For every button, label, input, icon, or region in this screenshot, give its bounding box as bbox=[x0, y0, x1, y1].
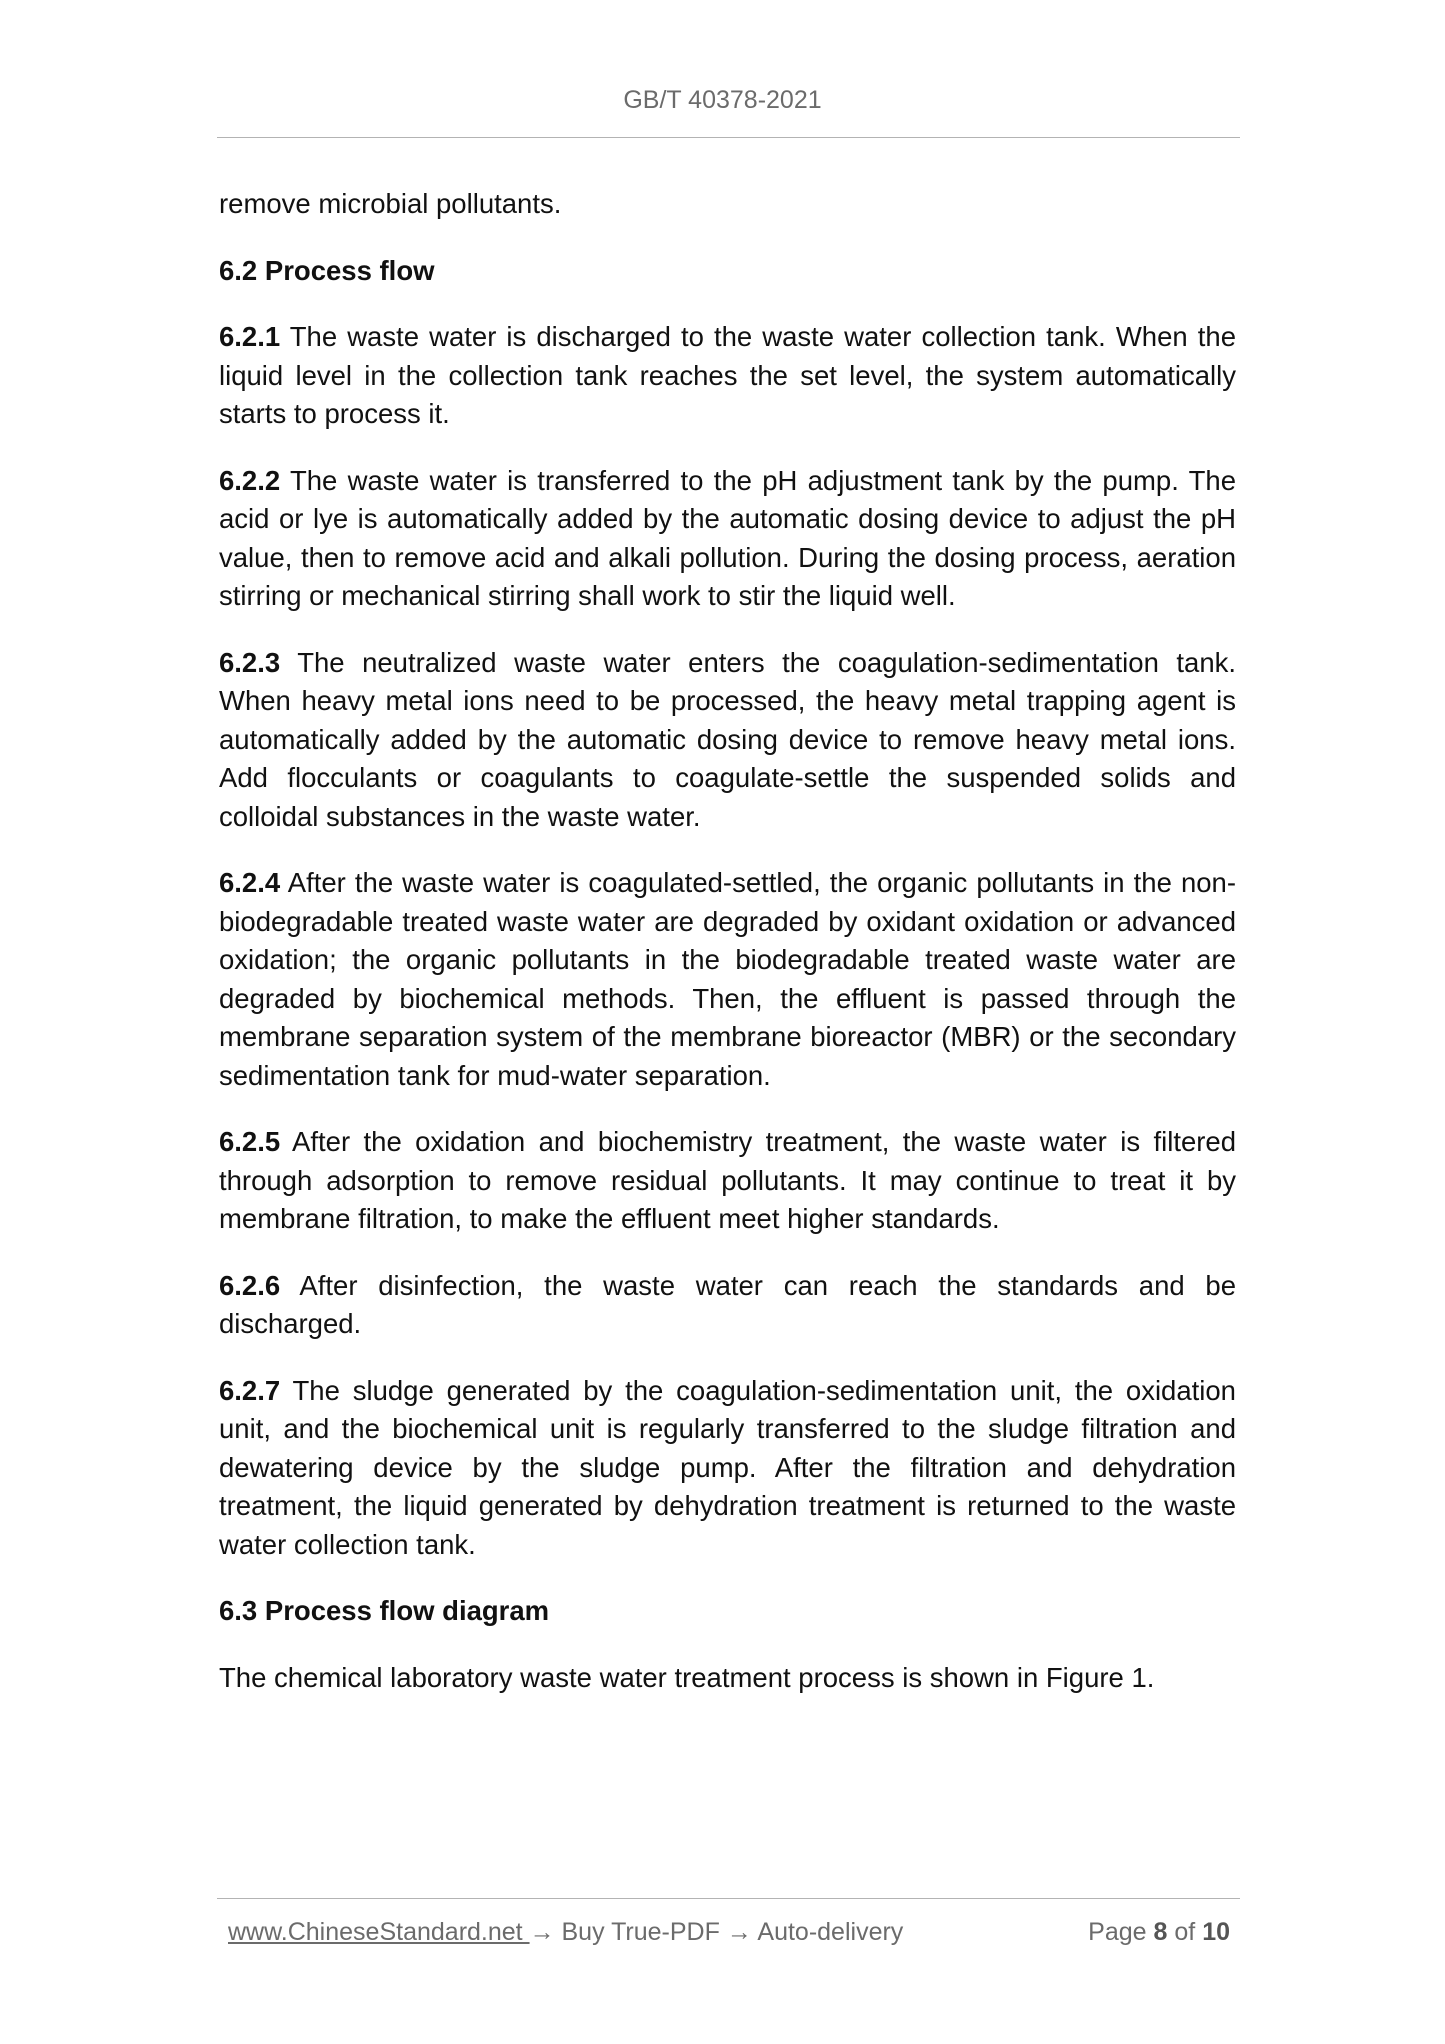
footer-promo bbox=[228, 1918, 903, 1947]
clause-text: After disinfection, the waste water can reach the standards and be discharged. bbox=[219, 1269, 1236, 1339]
clause-6-2-7 bbox=[219, 1372, 1236, 1565]
section-heading-6-2: 6.2 Process flow bbox=[219, 254, 435, 286]
total-page-number: 10 bbox=[1202, 1918, 1230, 1946]
clause-number: 6.2.6 bbox=[219, 1269, 281, 1301]
page-label: Page bbox=[1088, 1918, 1147, 1946]
clause-6-2-1 bbox=[219, 318, 1236, 434]
clause-text: After the oxidation and biochemistry treatment, the waste water is filtered through adsorption to remove residual pollutants. It may continue to treat it by membrane filtration, to make the effluent meet higher standards. bbox=[219, 1126, 1237, 1234]
section-heading-6-3: 6.3 Process flow diagram bbox=[219, 1595, 550, 1626]
clause-6-2-4 bbox=[219, 864, 1236, 1095]
website-link[interactable]: www.ChineseStandard.net bbox=[228, 1918, 530, 1946]
clause-number: 6.2.7 bbox=[219, 1374, 281, 1406]
figure-reference-paragraph: The chemical laboratory waste water treatment process is shown in Figure 1. bbox=[219, 1661, 1155, 1693]
clause-text: The waste water is transferred to the pH adjustment tank by the pump. The acid or lye is automatically added by the automatic dosing device to adjust the pH value, then to remove acid and alkali pollution. During the dosing process, aeration stirring or mechanical stirring shall work to stir the liquid well. bbox=[219, 464, 1236, 611]
clause-6-2-5 bbox=[219, 1123, 1236, 1239]
clause-text: The neutralized waste water enters the coagulation-sedimentation tank. When heavy metal ions need to be processed, the heavy metal trapping agent is automatically added by the automatic dosing device to remove heavy metal ions. Add flocculants or coagulants to coagulate-settle the suspended solids and colloidal substances in the waste water. bbox=[219, 646, 1236, 832]
clause-text: The waste water is discharged to the waste water collection tank. When the liquid level in the collection tank reaches the set level, the system automatically starts to process it. bbox=[219, 321, 1236, 429]
clause-text: The sludge generated by the coagulation-sedimentation unit, the oxidation unit, and the biochemical unit is regularly transferred to the sludge filtration and dewatering device by the sludge pump. After the filtration and dehydration treatment, the liquid generated by dehydration treatment is returned to the waste water collection tank. bbox=[219, 1374, 1236, 1560]
intro-paragraph: remove microbial pollutants. bbox=[219, 188, 562, 219]
clause-number: 6.2.3 bbox=[219, 646, 281, 678]
clause-text: After the waste water is coagulated-settled, the organic pollutants in the non-biodegradable treated waste water are degraded by oxidant oxidation or advanced oxidation; the organic pollutants in the biodegradable treated waste water are degraded by biochemical methods. Then, the effluent is passed through the membrane separation system of the membrane bioreactor (MBR) or the secondary sedimentation tank for mud-water separation. bbox=[219, 867, 1236, 1091]
of-label: of bbox=[1174, 1918, 1196, 1946]
clause-number: 6.2.1 bbox=[219, 321, 281, 352]
header-divider bbox=[217, 137, 1240, 138]
footer-tagline: → Buy True-PDF → Auto-delivery bbox=[529, 1918, 904, 1946]
page-counter bbox=[1088, 1918, 1230, 1947]
document-header-title: GB/T 40378-2021 bbox=[623, 86, 822, 114]
footer-divider bbox=[217, 1898, 1240, 1899]
clause-number: 6.2.4 bbox=[219, 867, 281, 898]
clause-6-2-2 bbox=[219, 462, 1236, 616]
clause-6-2-6 bbox=[219, 1267, 1236, 1344]
clause-6-2-3 bbox=[219, 644, 1236, 837]
clause-number: 6.2.5 bbox=[219, 1126, 281, 1157]
clause-number: 6.2.2 bbox=[219, 464, 281, 496]
document-body bbox=[219, 185, 1236, 1725]
current-page-number: 8 bbox=[1153, 1918, 1168, 1946]
page-footer bbox=[228, 1918, 1230, 1952]
